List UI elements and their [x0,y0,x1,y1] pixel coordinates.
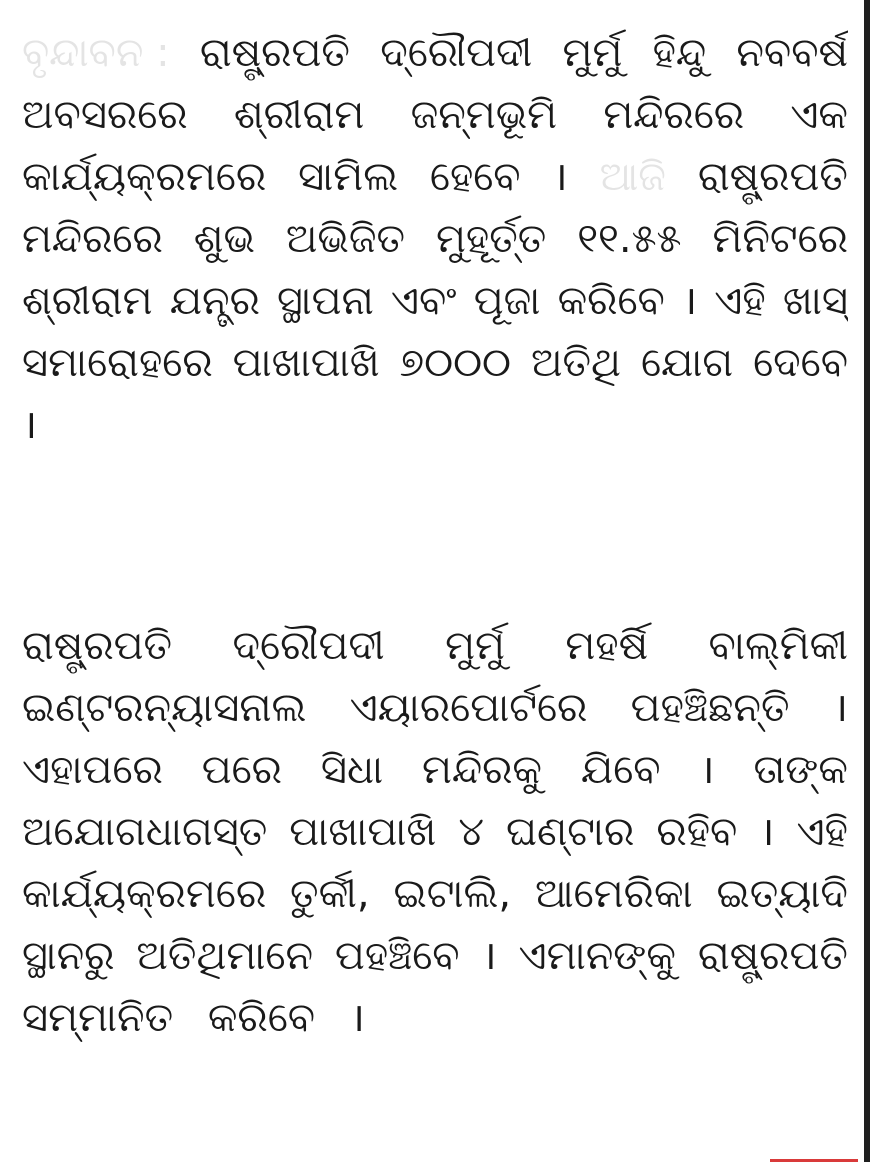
article-word: ତୁର୍କୀ, [290,871,370,917]
article-line [22,925,848,987]
article-word: ଖାସ୍ [782,278,848,324]
article-word: ହିନ୍ଦୁ [652,30,707,76]
article-word: ରହିବ [656,809,738,855]
article-word: ମିନିଟରେ [712,216,848,262]
article-word: କରିବେ [557,278,665,324]
article-word: ମୁର୍ମୁ [562,30,623,76]
article-word: ଏବଂ [390,278,457,324]
article-paragraph-2 [22,615,848,1049]
article-word: । [349,995,365,1041]
article-line [22,84,848,146]
article-line [22,208,848,270]
article-word: ସ୍ଥାପନା [277,278,374,324]
article-word: ଇଣ୍ଟରନ୍ୟାସନାଲ [22,685,307,731]
article-line [22,332,848,394]
article-word: ପୂଜା [473,278,541,324]
article-word: ଏମାନଙ୍କୁ [518,933,676,979]
article-word: ମହର୍ଷି [565,623,649,669]
article-word: ଇତ୍ୟାଦି [716,871,848,917]
article-word: ଏୟାରପୋର୍ଟରେ [349,685,588,731]
article-line [22,739,848,801]
article-word: ଇଟାଲି, [393,871,512,917]
article-line [22,677,848,739]
article-word: ପାଖାପାଖି [232,340,380,386]
article-word: ନବବର୍ଷ [736,30,848,76]
article-word-faded: ଆଜି [599,154,666,200]
article-word: ସ୍ଥାନରୁ [22,933,115,979]
article-line [22,801,848,863]
article-word: ରାଷ୍ଟ୍ରପତି [22,623,173,669]
article-word: ପହଞ୍ଚିବେ [334,933,460,979]
article-word: ମୁହୂର୍ତ୍ତ [435,216,547,262]
article-line [22,615,848,677]
article-word: । [832,685,848,731]
article-word: କରିବେ [207,995,316,1041]
article-word: ଯନ୍ତ୍ର [169,278,260,324]
article-word: । [699,747,715,793]
article-word: ଏହାପରେ [22,747,163,793]
article-word: କାର୍ଯ୍ୟକ୍ରମରେ [22,871,267,917]
article-word: ସିଧା [320,747,384,793]
article-line [22,987,848,1049]
article-word: ମନ୍ଦିରରେ [603,92,745,138]
article-word: ଶ୍ରୀରାମ [22,278,153,324]
article-word: ଘଣ୍ଟାର [505,809,635,855]
article-word: ତାଙ୍କ [753,747,848,793]
article-paragraph-1 [22,22,848,456]
article-line [22,270,848,332]
article-word: । [681,278,698,324]
article-line [22,394,848,456]
article-word: ଦେବେ [753,340,848,386]
article-line [22,146,848,208]
article-word: । [22,402,38,448]
article-word: ପହଞ୍ଚିଛନ୍ତି [630,685,790,731]
article-word: ଦ୍ରୌପଦୀ [380,30,533,76]
article-word: ପାଖାପାଖି [289,809,437,855]
dateline-location: ବୃନ୍ଦାବନ : [22,30,170,76]
article-word: । [552,154,568,200]
article-word: ସମାରୋହରେ [22,340,213,386]
article-word: ମନ୍ଦିରକୁ [422,747,542,793]
article-word: ରାଷ୍ଟ୍ରପତି [697,154,848,200]
article-word: ଦ୍ରୌପଦୀ [232,623,385,669]
article-word: ରାଷ୍ଟ୍ରପତି [697,933,848,979]
article-word: ଯୋଗ [640,340,734,386]
article-word: ଆମେରିକା [534,871,693,917]
article-word: ହେବେ [429,154,521,200]
article-word: ଏକ [790,92,848,138]
article-word: ସାମିଲ [298,154,398,200]
article-line [22,22,848,84]
article-line [22,863,848,925]
article-word: ଯିବେ [580,747,661,793]
article-word: ୧୧.୫୫ [577,216,682,262]
article-word: । [481,933,497,979]
article-word: ଅବସରରେ [22,92,188,138]
article-word: ସମ୍ମାନିତ [22,995,174,1041]
article-word: ଜନ୍ମଭୂମି [410,92,558,138]
article-word: ଅଭିଜିତ [285,216,406,262]
article-word: ଅତିଥି [530,340,621,386]
page-edge-divider [864,0,870,1162]
article-word: ଶ୍ରୀରାମ [233,92,365,138]
article-word: ବାଲ୍ମିକୀ [708,623,848,669]
article-word: ଅତିଥିମାନେ [136,933,314,979]
article-word: ୪ [458,809,484,855]
article-word: କାର୍ଯ୍ୟକ୍ରମରେ [22,154,267,200]
article-word: ମନ୍ଦିରରେ [22,216,163,262]
article-word: । [759,809,775,855]
article-word: ରାଷ୍ଟ୍ରପତି [199,30,350,76]
article-word: ଅଯୋଗଧାଗସ୍ତ [22,809,268,855]
article-word: ଏହି [714,278,766,324]
article-word: ଏହି [796,809,848,855]
article-word: ୭୦୦୦ [399,340,511,386]
article-word: ଶୁଭ [193,216,255,262]
article-word: ମୁର୍ମୁ [445,623,505,669]
article-word: ପରେ [201,747,282,793]
